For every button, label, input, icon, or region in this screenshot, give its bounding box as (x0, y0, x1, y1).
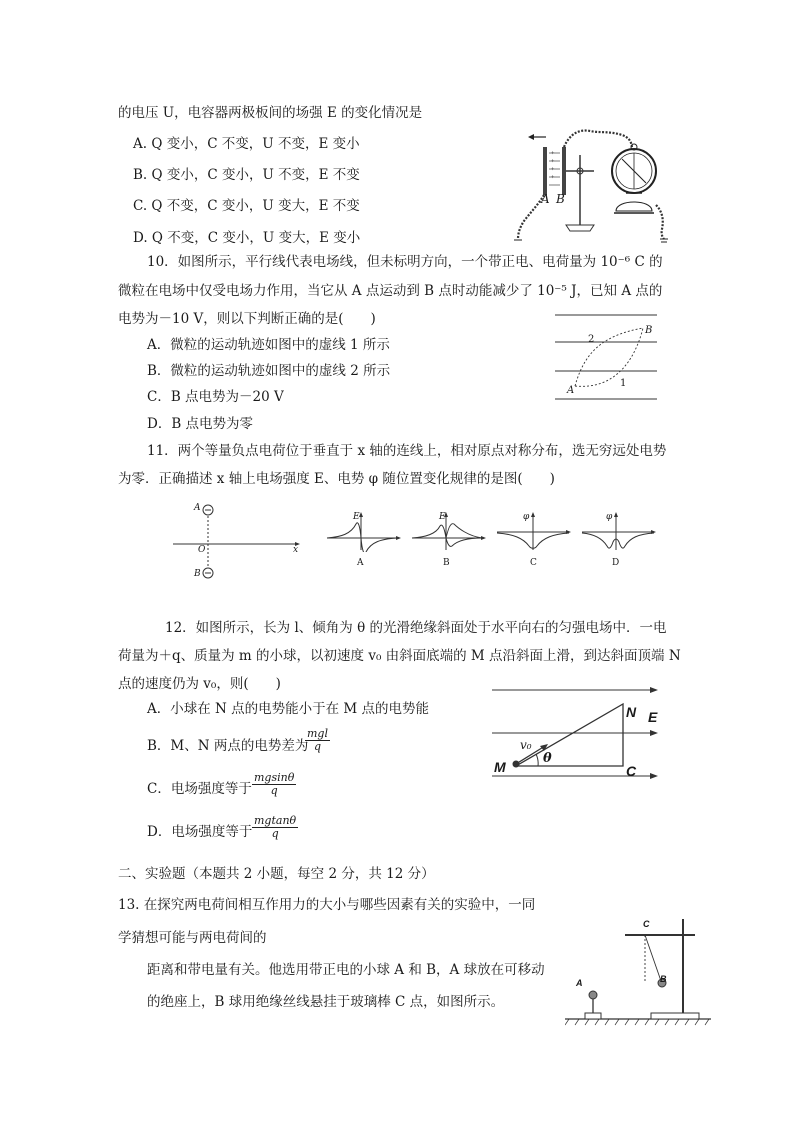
q10-label-2: 2 (588, 334, 595, 345)
q12-option-c-numerator: mgsinθ (254, 771, 295, 784)
q12-label-v0: v₀ (520, 738, 532, 752)
q10-label-a: A (567, 385, 575, 396)
q11-graph-a-e-label: E (353, 512, 360, 522)
q11-graph-d (580, 512, 658, 552)
q11-graph-d-phi-label: φ (606, 512, 613, 522)
q12-option-b-numerator: mgl (307, 727, 328, 740)
section-2-heading: 二、实验题（本题共 2 小题，每空 2 分，共 12 分） (118, 866, 435, 882)
q12-label-theta: θ (543, 751, 552, 766)
svg-text:+: + (551, 167, 555, 173)
q13-line-3: 距离和带电量有关。他选用带正电的小球 A 和 B，A 球放在可移动 (147, 962, 545, 978)
q10-option-a: A．微粒的运动轨迹如图中的虚线 1 所示 (147, 337, 390, 353)
q12-label-e: E (648, 709, 658, 725)
q12-option-b-denominator: q (313, 740, 322, 753)
q11-line-2: 为零．正确描述 x 轴上电场强度 E、电势 φ 随位置变化规律的是图( ) (118, 471, 555, 487)
q13-label-a: A (576, 978, 583, 988)
q12-label-m: M (494, 759, 506, 775)
q12-label-c: C (626, 763, 637, 779)
q9-option-b: B. Q 变小，C 变小，U 不变，E 不变 (133, 167, 360, 183)
q10-line-2: 微粒在电场中仅受电场力作用，当它从 A 点运动到 B 点时动能减少了 10⁻⁵ J，已知 A 点的 (118, 283, 663, 299)
q11-option-d-label: D (612, 558, 620, 568)
q12-line-1: 12．如图所示，长为 l、倾角为 θ 的光滑绝缘斜面处于水平向右的匀强电场中．一电 (165, 620, 667, 636)
q9-label-b: B (556, 192, 565, 206)
q12-option-c-denominator: q (270, 784, 278, 797)
q12-option-a: A．小球在 N 点的电势能小于在 M 点的电势能 (147, 701, 430, 717)
svg-text:+: + (551, 151, 555, 157)
q10-option-c: C．B 点电势为－20 V (147, 389, 284, 405)
q12-option-c-prefix: C．电场强度等于 (147, 781, 252, 797)
q11-option-c-label: C (530, 558, 537, 568)
coulomb-experiment-figure (565, 915, 715, 1027)
q9-option-c: C. Q 不变，C 变小，U 变大，E 不变 (133, 198, 360, 214)
q13-line-1: 13. 在探究两电荷间相互作用力的大小与哪些因素有关的实验中，一同 (118, 897, 536, 913)
capacitor-electrometer-figure (510, 125, 680, 243)
q13-line-2: 学猜想可能与两电荷间的 (118, 930, 267, 946)
q9-label-a: A (541, 192, 550, 206)
q11-option-b-label: B (443, 558, 450, 568)
q10-label-b: B (645, 325, 653, 336)
q12-option-b-prefix: B．M、N 两点的电势差为 (147, 738, 309, 754)
q11-origin-label: O (198, 545, 206, 555)
q10-label-1: 1 (620, 378, 627, 389)
q12-option-d-fraction (252, 815, 298, 840)
q10-option-d: D．B 点电势为零 (147, 416, 254, 432)
q12-option-d-denominator: q (271, 827, 279, 840)
q12-option-b-fraction (305, 728, 330, 753)
q11-charge-b-label: B (194, 569, 201, 579)
q12-option-d-numerator: mgtanθ (254, 814, 297, 827)
q10-option-b: B．微粒的运动轨迹如图中的虚线 2 所示 (147, 363, 391, 379)
q12-option-d-prefix: D．电场强度等于 (147, 824, 253, 840)
q11-option-a-label: A (357, 558, 364, 568)
q11-graph-c (495, 512, 573, 552)
svg-text:+: + (551, 175, 555, 181)
q11-graph-b (410, 512, 488, 552)
svg-text:+: + (551, 159, 555, 165)
q11-graph-a (325, 512, 403, 552)
q9-continuation: 的电压 U，电容器两极板间的场强 E 的变化情况是 (118, 105, 423, 121)
q11-charge-a-label: A (194, 503, 201, 513)
q10-line-1: 10．如图所示，平行线代表电场线，但未标明方向，一个带正电、电荷量为 10⁻⁶ C 的 (147, 254, 663, 270)
q9-option-a: A. Q 变小，C 不变，U 不变，E 变小 (133, 136, 360, 152)
q12-option-c-fraction (252, 772, 296, 797)
q12-line-2: 荷量为＋q、质量为 m 的小球，以初速度 v₀ 由斜面底端的 M 点沿斜面上滑，到达斜面顶端 N (118, 648, 681, 664)
q12-label-n: N (626, 704, 637, 720)
q13-label-b: B (660, 974, 667, 984)
incline-electric-field-figure (490, 682, 665, 782)
q11-charge-diagram (170, 500, 305, 582)
q11-x-label: x (293, 545, 299, 555)
q12-line-3: 点的速度仍为 v₀，则( ) (118, 676, 281, 692)
q11-graph-b-e-label: E (439, 512, 446, 522)
q13-label-c: C (643, 919, 650, 929)
q10-line-3: 电势为－10 V，则以下判断正确的是( ) (118, 311, 376, 327)
q9-option-d: D. Q 不变，C 变小，U 变大，E 变小 (133, 230, 361, 246)
q13-line-4: 的绝座上，B 球用绝缘丝线悬挂于玻璃棒 C 点，如图所示。 (147, 994, 505, 1010)
q11-line-1: 11．两个等量负点电荷位于垂直于 x 轴的连线上，相对原点对称分布，选无穷远处电势 (147, 443, 667, 459)
q11-graph-c-phi-label: φ (523, 512, 530, 522)
